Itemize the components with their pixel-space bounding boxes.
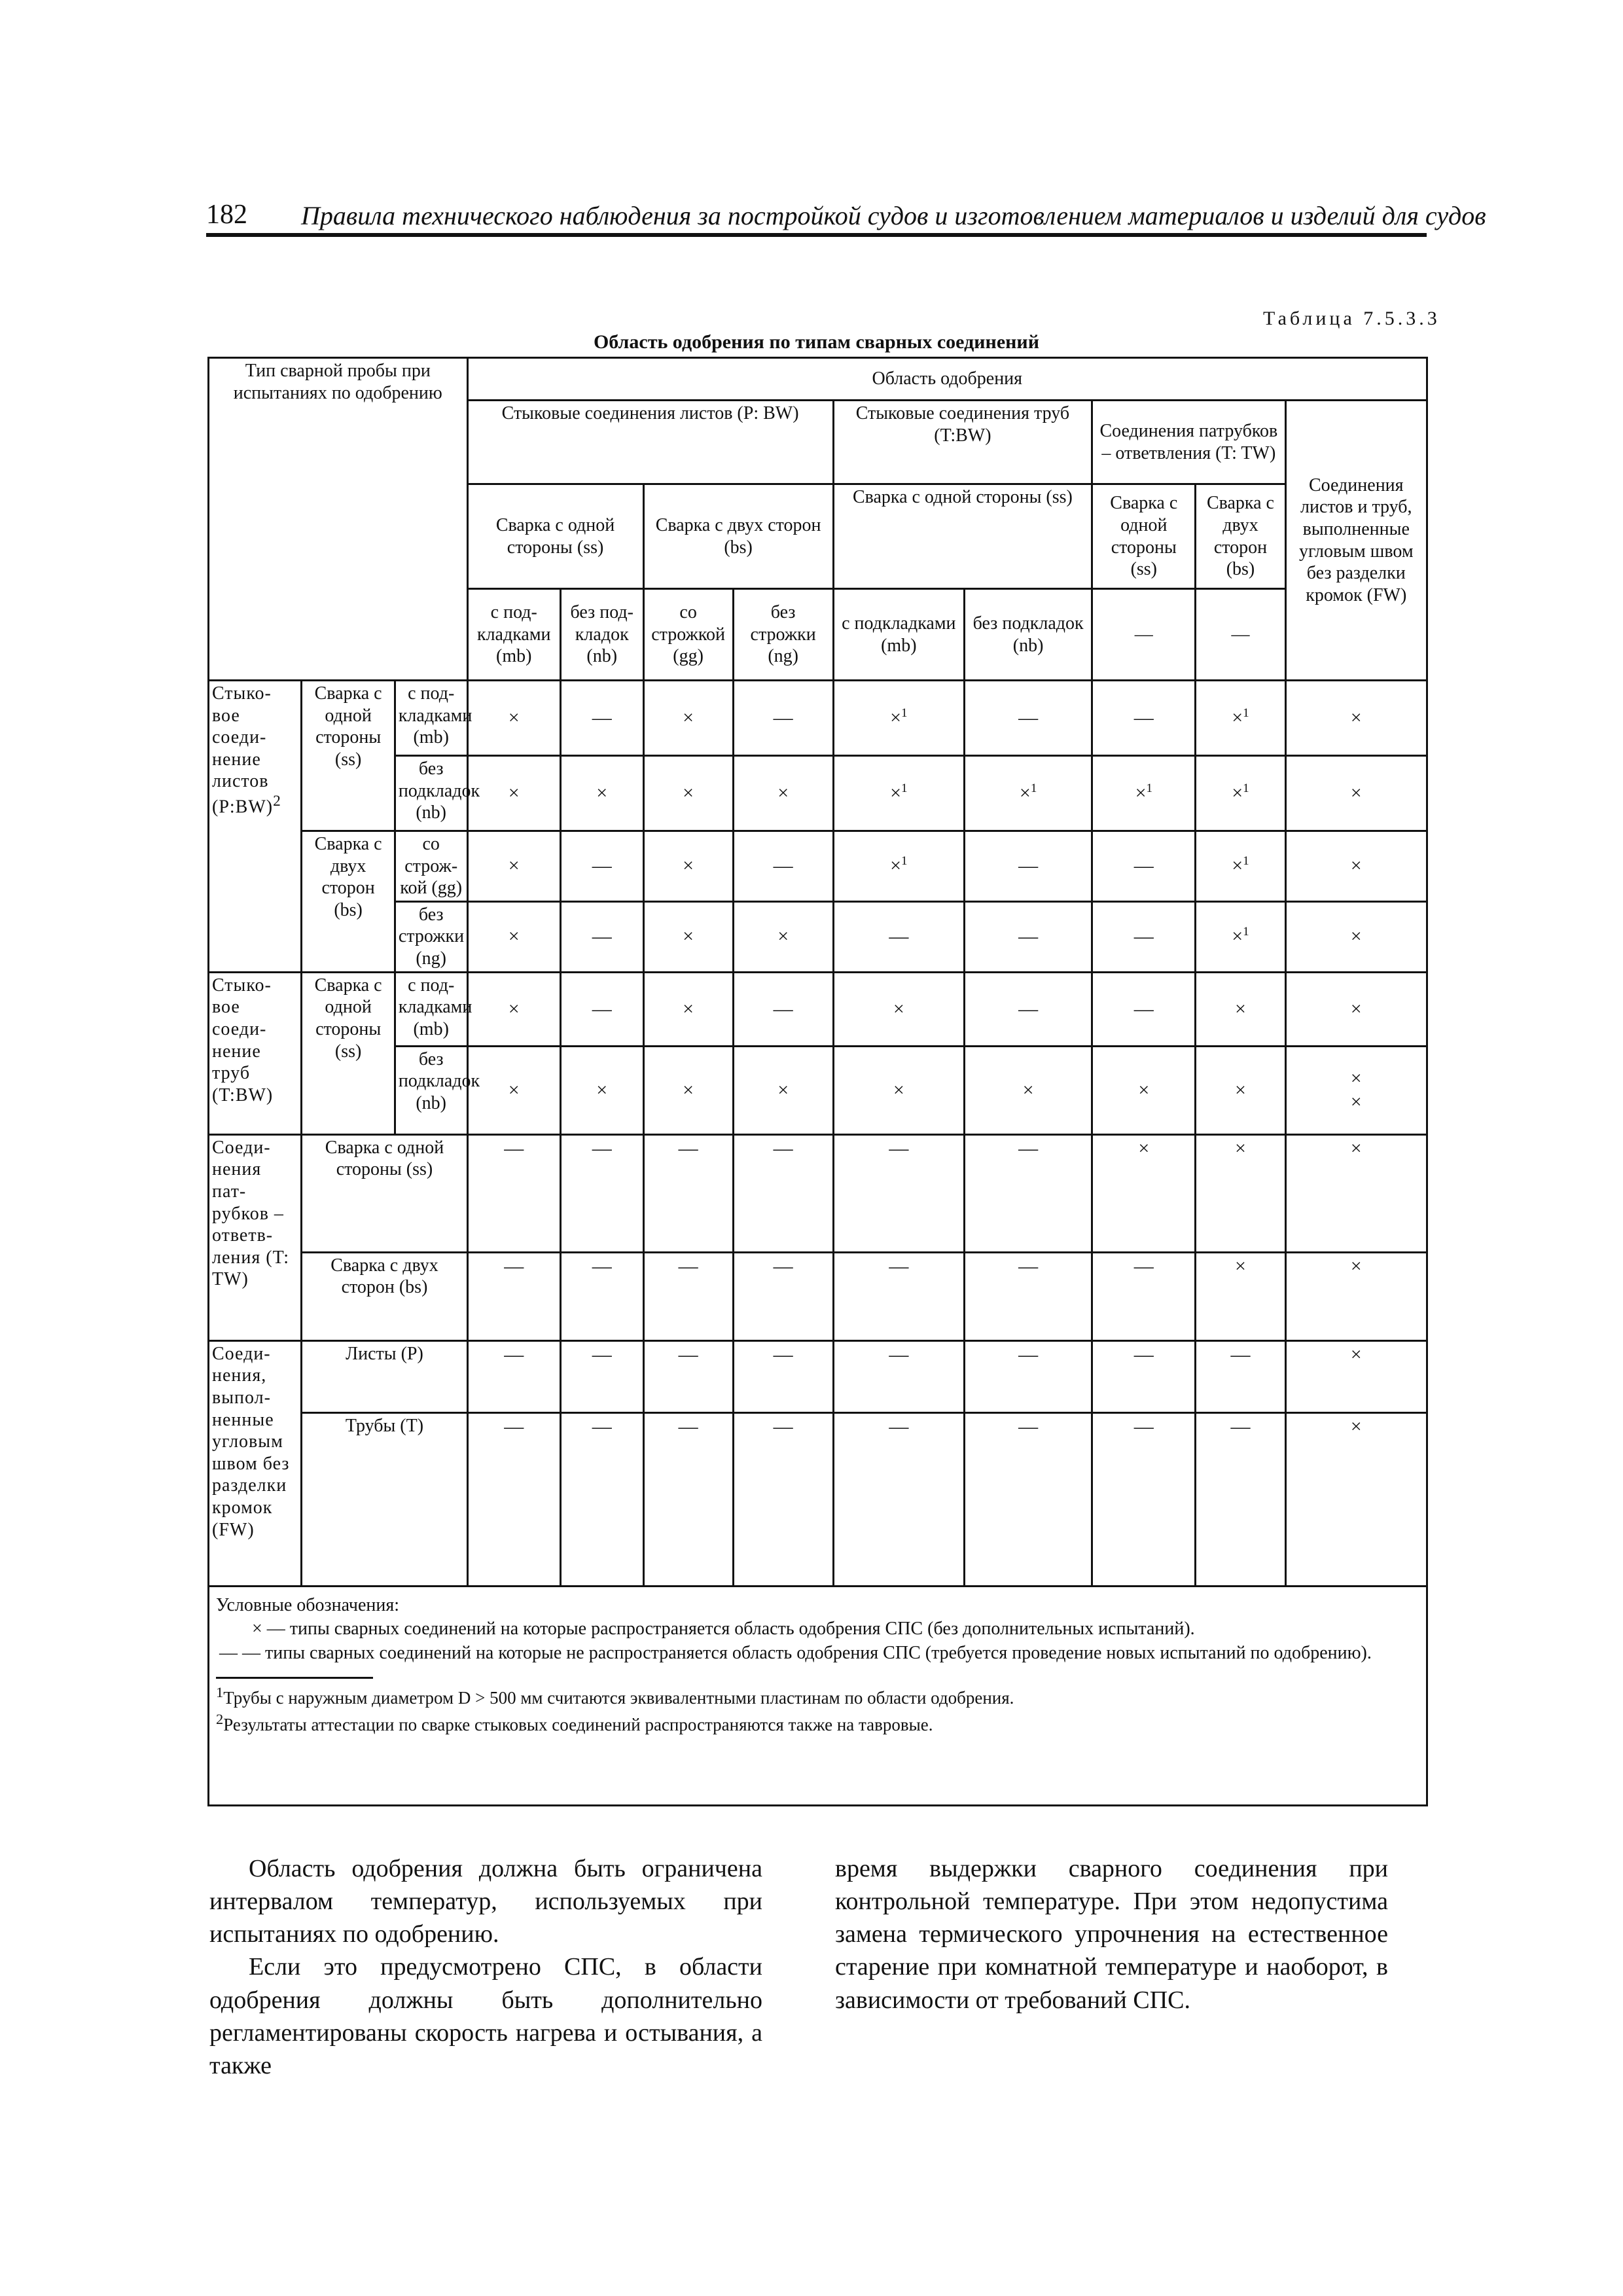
table-mark: — [733, 1252, 833, 1340]
header-pipe-one-side: Сварка с одной стороны (ss) [833, 484, 1092, 589]
header-pipe-butt: Стыковые соединения труб (T:BW) [833, 401, 1092, 484]
table-mark: — [733, 1412, 833, 1586]
table-mark: — [965, 831, 1092, 902]
header-plate-butt: Стыковые соединения листов (P: BW) [467, 401, 833, 484]
row-fillet-pipes: Трубы (T) [302, 1412, 467, 1586]
table-mark: × [1285, 1252, 1427, 1340]
table-mark: × [643, 681, 733, 756]
approval-table [207, 357, 1428, 1806]
table-mark: × [1092, 1134, 1196, 1252]
table-mark: × [467, 1046, 560, 1134]
row-pipe-no-backing: без подкладок (nb) [395, 1046, 467, 1134]
row-plate-two-sides: Сварка с двух сторон (bs) [302, 831, 395, 973]
header-pipe-nb: без подкладок (nb) [965, 589, 1092, 681]
footnote-separator [216, 1677, 373, 1679]
table-mark: × [560, 1046, 643, 1134]
table-mark: × [1092, 1046, 1196, 1134]
table-mark: — [1092, 681, 1196, 756]
table-mark: × [643, 831, 733, 902]
table-mark: — [965, 1340, 1092, 1412]
table-mark: — [560, 1252, 643, 1340]
table-mark: × [733, 1046, 833, 1134]
notes-title: Условные обозначения: [216, 1594, 400, 1615]
row-back-gouging: со строж-кой (gg) [395, 831, 467, 902]
row-fillet-plates: Листы (P) [302, 1340, 467, 1412]
table-mark: — [467, 1340, 560, 1412]
table-mark: × [1285, 901, 1427, 972]
table-mark: × [1285, 972, 1427, 1046]
table-mark: — [833, 1412, 964, 1586]
row-group-pipe-butt: Стыко-вое соеди-нение труб (T:BW) [209, 972, 302, 1134]
header-approval-range: Область одобрения [467, 358, 1427, 401]
table-mark: — [733, 1134, 833, 1252]
table-mark: — [467, 1134, 560, 1252]
table-mark: — [733, 1340, 833, 1412]
table-mark: × [1285, 1134, 1427, 1252]
table-mark: — [733, 972, 833, 1046]
table-mark: — [965, 1134, 1092, 1252]
header-nb: без под-кладок (nb) [560, 589, 643, 681]
table-mark: — [560, 681, 643, 756]
table-mark: × [965, 1046, 1092, 1134]
table-mark: — [833, 1134, 964, 1252]
table-mark: × [467, 972, 560, 1046]
table-mark: × [733, 756, 833, 831]
body-paragraph: время выдержки сварного соединения при контрольной температуре. При этом недопустима замена термического упрочнения на естественное старение при комнатной температуре и наоборот, в зависимости от требований СПС. [835, 1855, 1388, 2014]
table-mark: × [467, 756, 560, 831]
table-mark: — [467, 1412, 560, 1586]
header-branch-one-side: Сварка с одной стороны (ss) [1092, 484, 1196, 589]
table-mark: — [1092, 901, 1196, 972]
row-pipe-backing: с под-кладками (mb) [395, 972, 467, 1046]
table-mark: — [965, 1252, 1092, 1340]
header-two-sides: Сварка с двух сторон (bs) [643, 484, 833, 589]
table-mark: ×$^1$ [833, 681, 964, 756]
table-mark: × [560, 756, 643, 831]
table-mark: — [643, 1340, 733, 1412]
header-one-side: Сварка с одной стороны (ss) [467, 484, 643, 589]
table-mark: × [643, 756, 733, 831]
table-mark: — [467, 1252, 560, 1340]
table-mark: — [1092, 831, 1196, 902]
table-label: Таблица 7.5.3.3 [1263, 308, 1440, 329]
table-mark: ×$^1$ [1196, 681, 1285, 756]
header-mb: с под-кладками (mb) [467, 589, 560, 681]
footnote-2: $^2$Результаты аттестации по сварке стыковых соединений распространяются также на тавровые. [216, 1711, 933, 1735]
table-mark: × [833, 972, 964, 1046]
table-mark: × [643, 901, 733, 972]
header-branch-bs-dash: — [1196, 589, 1285, 681]
table-mark: — [643, 1134, 733, 1252]
table-mark: — [560, 1340, 643, 1412]
row-no-backing: без подкладок (nb) [395, 756, 467, 831]
row-branch-one-side: Сварка с одной стороны (ss) [302, 1134, 467, 1252]
table-mark: ×$^1$ [1196, 831, 1285, 902]
table-mark: — [833, 1252, 964, 1340]
row-group-fillet: Соеди-нения, выпол-ненные угловым швом без разделки кромок (FW) [209, 1340, 302, 1586]
running-title: Правила технического наблюдения за постройкой судов и изготовлением материалов и изделий для судов [301, 201, 1486, 230]
table-mark: — [833, 901, 964, 972]
table-mark: × × [1285, 1046, 1427, 1134]
table-mark: ×$^1$ [833, 831, 964, 902]
body-column-right [835, 1852, 1388, 2017]
row-backing: с под-кладками (mb) [395, 681, 467, 756]
table-mark: × [467, 901, 560, 972]
footnote-1: $^1$Трубы с наружным диаметром D > 500 мм считаются эквивалентными пластинам по области одобрения. [216, 1684, 1014, 1708]
row-branch-two-sides: Сварка с двух сторон (bs) [302, 1252, 467, 1340]
page-header [206, 196, 1486, 237]
table-mark: — [733, 681, 833, 756]
body-paragraph: Если это предусмотрено СПС, в области одобрения должны быть дополнительно регламентированы скорость нагрева и остывания, а также [209, 1953, 762, 2079]
header-test-type: Тип сварной пробы при испытаниях по одобрению [209, 358, 468, 681]
notes-dash: — — типы сварных соединений на которые не распространяется область одобрения СПС (требуется проведение новых испытаний по одобрению). [219, 1642, 1372, 1663]
table-mark: × [643, 1046, 733, 1134]
table-mark: — [965, 972, 1092, 1046]
table-mark: × [1285, 1412, 1427, 1586]
body-paragraph: Область одобрения должна быть ограничена интервалом температур, используемых при испытаниях по одобрению. [209, 1855, 762, 1948]
table-mark: — [965, 681, 1092, 756]
table-mark: — [833, 1340, 964, 1412]
row-no-gouging: без строжки (ng) [395, 901, 467, 972]
table-mark: × [1285, 756, 1427, 831]
table-mark: — [560, 972, 643, 1046]
table-mark: — [1092, 972, 1196, 1046]
table-mark: — [1196, 1340, 1285, 1412]
page-number: 182 [206, 200, 247, 230]
row-group-branch: Соеди-нения пат-рубков – ответв-ления (T: TW) [209, 1134, 302, 1340]
table-mark: — [733, 831, 833, 902]
table-mark: — [643, 1252, 733, 1340]
row-pipe-one-side: Сварка с одной стороны (ss) [302, 972, 395, 1134]
table-mark: × [467, 831, 560, 902]
table-mark: × [1196, 1134, 1285, 1252]
table-mark: × [733, 901, 833, 972]
table-mark: ×$^1$ [833, 756, 964, 831]
table-mark: ×$^1$ [1092, 756, 1196, 831]
table-mark: ×$^1$ [965, 756, 1092, 831]
table-mark: × [1285, 681, 1427, 756]
table-mark: — [965, 1412, 1092, 1586]
table-mark: — [560, 1134, 643, 1252]
table-mark: — [1092, 1412, 1196, 1586]
table-mark: — [1092, 1252, 1196, 1340]
table-mark: × [833, 1046, 964, 1134]
table-mark: ×$^1$ [1196, 756, 1285, 831]
table-mark: × [467, 681, 560, 756]
notes-cross: × — типы сварных соединений на которые распространяется область одобрения СПС (без дополнительных испытаний). [252, 1619, 1195, 1640]
table-mark: × [1196, 1046, 1285, 1134]
header-branch-ss-dash: — [1092, 589, 1196, 681]
table-mark: × [1196, 1252, 1285, 1340]
header-pipe-mb: с подкладками (mb) [833, 589, 964, 681]
header-gg: со строжкой (gg) [643, 589, 733, 681]
table-mark: × [1196, 972, 1285, 1046]
table-mark: — [560, 901, 643, 972]
table-mark: ×$^1$ [1196, 901, 1285, 972]
table-mark: × [1285, 831, 1427, 902]
table-mark: — [560, 1412, 643, 1586]
body-column-left [209, 1852, 762, 2082]
table-mark: — [965, 901, 1092, 972]
header-branch: Соединения патрубков – ответвления (T: TW) [1092, 401, 1285, 484]
table-mark: × [1285, 1340, 1427, 1412]
header-ng: без строжки (ng) [733, 589, 833, 681]
table-mark: — [1196, 1412, 1285, 1586]
table-notes [209, 1586, 1427, 1805]
row-plate-one-side: Сварка с одной стороны (ss) [302, 681, 395, 831]
table-mark: — [1092, 1340, 1196, 1412]
row-group-plate-butt: Стыко-вое соеди-нение листов (P:BW)$^2$ [209, 681, 302, 973]
header-fillet: Соединения листов и труб, выполненные угловым швом без разделки кромок (FW) [1285, 401, 1427, 681]
table-mark: × [643, 972, 733, 1046]
header-branch-two-sides: Сварка с двух сторон (bs) [1196, 484, 1285, 589]
table-mark: — [560, 831, 643, 902]
table-mark: — [643, 1412, 733, 1586]
table-caption: Область одобрения по типам сварных соединений [593, 331, 1040, 353]
